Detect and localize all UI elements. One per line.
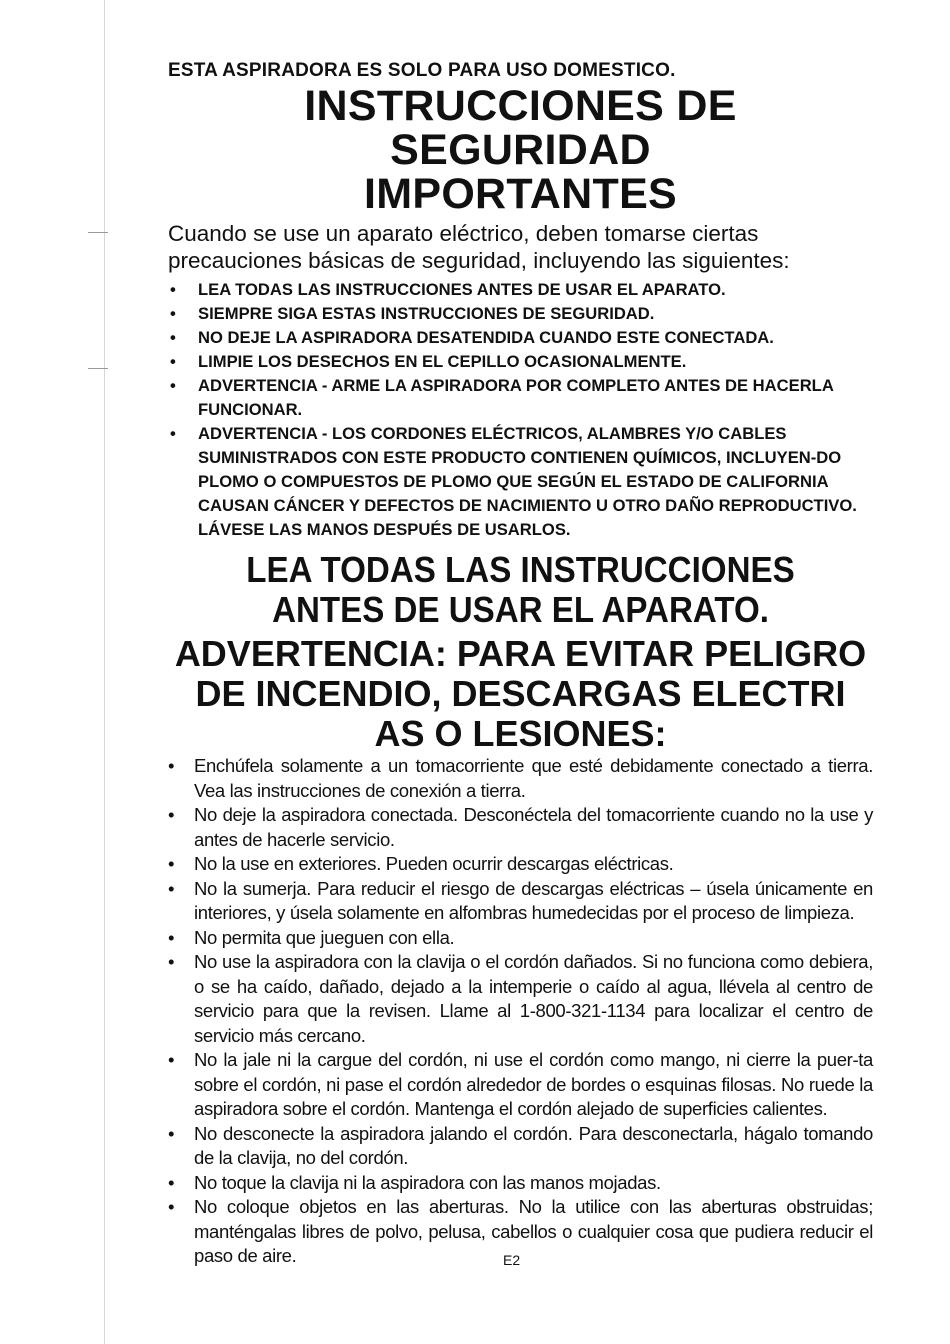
page-title-line2: IMPORTANTES — [363, 170, 678, 218]
list-item-text: No desconecte la aspiradora jalando el cordón. Para desconectarla, hágalo tomando de la clavija, no del cordón. — [194, 1122, 873, 1168]
list-item-text: ADVERTENCIA - LOS CORDONES ELÉCTRICOS, ALAMBRES Y/O CABLES SUMINISTRADOS CON ESTE PRODUCTO CONTIENEN QUÍMICOS, INCLUYEN-DO PLOMO O COMPUESTOS DE PLOMO QUE SEGÚN EL ESTADO DE CALIFORNIA CAUSAN CÁNCER Y DEFECTOS DE NACIMIENTO U OTRO DAÑO REPRODUCTIVO. LÁVESE LAS MANOS DESPUÉS DE USARLOS. — [198, 424, 857, 539]
page-title-line1: INSTRUCCIONES DE SEGURIDAD — [304, 82, 737, 174]
list-item — [168, 278, 873, 302]
bullet-icon: • — [170, 280, 176, 299]
bullet-icon: • — [168, 804, 175, 825]
list-item — [168, 1195, 873, 1269]
bullet-icon: • — [170, 352, 176, 371]
list-item-text: No permita que jueguen con ella. — [194, 926, 455, 948]
list-item — [168, 326, 873, 350]
list-item-text: No la sumerja. Para reducir el riesgo de descargas eléctricas – úsela únicamente en interiores, y úsela solamente en alfombras humedecidas por el proceso de limpieza. — [194, 877, 873, 923]
list-item-text: SIEMPRE SIGA ESTAS INSTRUCCIONES DE SEGURIDAD. — [198, 304, 655, 323]
read-instructions-heading: LEA TODAS LAS INSTRUCCIONES ANTES DE USAR EL APARATO. — [246, 549, 795, 630]
bullet-icon: • — [170, 328, 176, 347]
bullet-icon: • — [170, 304, 176, 323]
list-item — [168, 1048, 873, 1122]
list-item — [168, 926, 873, 951]
warning-list — [168, 754, 873, 1269]
bullet-icon: • — [168, 877, 175, 899]
bullet-icon: • — [168, 1049, 175, 1070]
bullet-icon: • — [168, 951, 175, 972]
list-item-text: NO DEJE LA ASPIRADORA DESATENDIDA CUANDO ESTE CONECTADA. — [198, 328, 774, 347]
list-item — [168, 1171, 873, 1196]
intro-paragraph: Cuando se use un aparato eléctrico, deben tomarse ciertas precauciones básicas de seguridad, incluyendo las siguientes: — [168, 221, 790, 273]
page-content — [168, 60, 873, 1269]
bullet-icon: • — [168, 926, 175, 948]
list-item — [168, 754, 873, 803]
list-item — [168, 950, 873, 1048]
bullet-icon: • — [168, 1122, 175, 1144]
list-item — [168, 374, 873, 422]
scan-margin-line — [104, 0, 105, 1344]
list-item-text: No toque la clavija ni la aspiradora con las manos mojadas. — [194, 1171, 661, 1193]
safety-precautions-list — [168, 278, 873, 542]
bullet-icon: • — [170, 376, 176, 395]
scan-margin-tick — [88, 368, 108, 369]
list-item-text: LEA TODAS LAS INSTRUCCIONES ANTES DE USAR EL APARATO. — [198, 280, 726, 299]
page-number: E2 — [503, 1252, 521, 1268]
list-item — [168, 803, 873, 852]
bullet-icon: • — [168, 1196, 175, 1217]
list-item — [168, 1122, 873, 1171]
scan-margin-tick — [88, 232, 108, 233]
bullet-icon: • — [170, 424, 176, 443]
list-item-text: Enchúfela solamente a un tomacorriente que esté debidamente conectado a tierra. Vea las instrucciones de conexión a tierra. — [194, 755, 873, 801]
page-title — [168, 84, 873, 216]
list-item-text: LIMPIE LOS DESECHOS EN EL CEPILLO OCASIONALMENTE. — [198, 352, 687, 371]
list-item-text: No la use en exteriores. Pueden ocurrir descargas eléctricas. — [194, 853, 674, 874]
list-item — [168, 852, 873, 877]
list-item-text: No coloque objetos en las aberturas. No la utilice con las aberturas obstruidas; manténgalas libres de polvo, pelusa, cabellos o cualquier cosa que pudiera reducir el paso de aire. — [194, 1196, 873, 1266]
warning-heading: ADVERTENCIA: PARA EVITAR PELIGRO DE INCENDIO, DESCARGAS ELECTRI AS O LESIONES: — [174, 633, 867, 754]
list-item — [168, 422, 873, 542]
list-item-text: No use la aspiradora con la clavija o el cordón dañados. Si no funciona como debiera, o se ha caído, dañado, dejado a la intemperie o caído al agua, llévela al centro de servicio para que la revisen. Llame al 1-800-321-1134 para localizar el centro de servicio más cercano. — [194, 951, 873, 1046]
list-item — [168, 877, 873, 926]
bullet-icon: • — [168, 1171, 175, 1193]
domestic-use-note: ESTA ASPIRADORA ES SOLO PARA USO DOMESTICO. — [168, 60, 676, 81]
bullet-icon: • — [168, 853, 175, 874]
list-item — [168, 302, 873, 326]
list-item-text: No deje la aspiradora conectada. Desconéctela del tomacorriente cuando no la use y antes de hacerle servicio. — [194, 804, 873, 850]
bullet-icon: • — [168, 755, 175, 776]
list-item-text: ADVERTENCIA - ARME LA ASPIRADORA POR COMPLETO ANTES DE HACERLA FUNCIONAR. — [198, 376, 834, 419]
list-item-text: No la jale ni la cargue del cordón, ni use el cordón como mango, ni cierre la puer-ta sobre el cordón, ni pase el cordón alrededor de bordes o esquinas filosas. No ruede la aspiradora sobre el cordón. Mantenga el cordón alejado de superficies calientes. — [194, 1049, 873, 1119]
list-item — [168, 350, 873, 374]
